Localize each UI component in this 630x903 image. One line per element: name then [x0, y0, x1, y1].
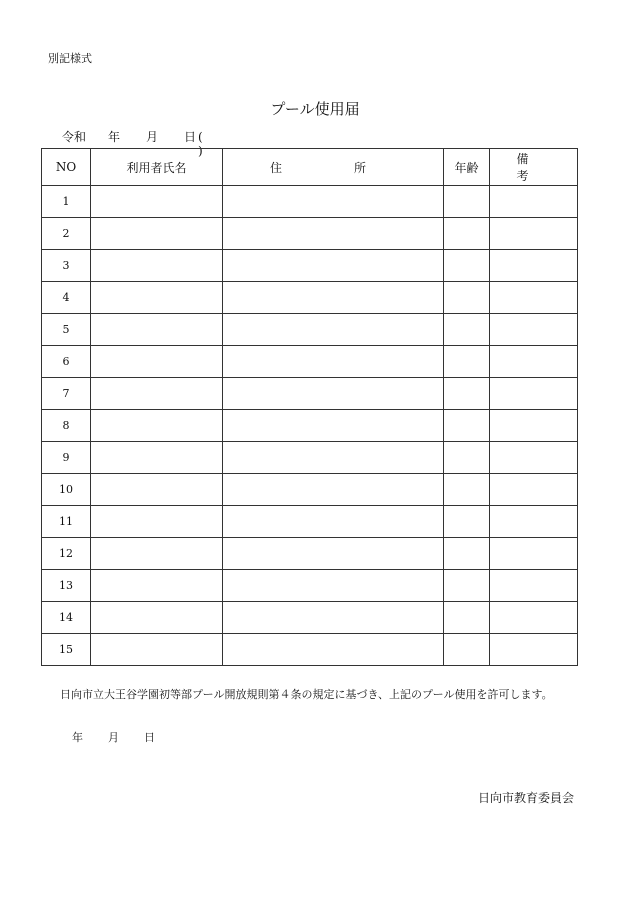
- row-number: 8: [42, 410, 91, 442]
- user-name-cell[interactable]: [91, 314, 223, 346]
- table-body: [42, 186, 578, 666]
- date-weekday-blank: ( ): [198, 130, 209, 158]
- permission-statement: 日向市立大王谷学園初等部プール開放規則第４条の規定に基づき、上記のプール使用を許可します。: [60, 688, 553, 701]
- table-row: [42, 314, 578, 346]
- table-row: [42, 186, 578, 218]
- address-cell[interactable]: [223, 282, 444, 314]
- row-number: 12: [42, 538, 91, 570]
- table-header-row: [42, 149, 578, 186]
- user-name-cell[interactable]: [91, 282, 223, 314]
- row-number: 9: [42, 442, 91, 474]
- address-cell[interactable]: [223, 602, 444, 634]
- row-number: 13: [42, 570, 91, 602]
- date-day-label: 日: [184, 130, 197, 144]
- age-cell[interactable]: [444, 570, 490, 602]
- user-name-cell[interactable]: [91, 570, 223, 602]
- user-name-cell[interactable]: [91, 410, 223, 442]
- page-title: プール使用届: [270, 100, 360, 118]
- address-cell[interactable]: [223, 474, 444, 506]
- address-cell[interactable]: [223, 346, 444, 378]
- table-row: [42, 442, 578, 474]
- row-number: 15: [42, 634, 91, 666]
- remarks-cell[interactable]: [490, 186, 578, 218]
- date-era: 令和: [62, 130, 87, 144]
- address-cell[interactable]: [223, 634, 444, 666]
- header-age: 年齢: [444, 149, 490, 186]
- address-cell[interactable]: [223, 186, 444, 218]
- age-cell[interactable]: [444, 602, 490, 634]
- row-number: 7: [42, 378, 91, 410]
- row-number: 10: [42, 474, 91, 506]
- table-row: [42, 634, 578, 666]
- remarks-cell[interactable]: [490, 346, 578, 378]
- age-cell[interactable]: [444, 506, 490, 538]
- table-row: [42, 282, 578, 314]
- usage-table: [41, 148, 585, 666]
- header-address: 住 所: [223, 149, 444, 186]
- user-name-cell[interactable]: [91, 346, 223, 378]
- row-number: 2: [42, 218, 91, 250]
- approval-date-line: [72, 729, 180, 745]
- row-number: 5: [42, 314, 91, 346]
- address-cell[interactable]: [223, 506, 444, 538]
- remarks-cell[interactable]: [490, 410, 578, 442]
- address-cell[interactable]: [223, 442, 444, 474]
- remarks-cell[interactable]: [490, 442, 578, 474]
- remarks-cell[interactable]: [490, 314, 578, 346]
- row-number: 4: [42, 282, 91, 314]
- age-cell[interactable]: [444, 634, 490, 666]
- table-row: [42, 250, 578, 282]
- remarks-cell[interactable]: [490, 506, 578, 538]
- user-name-cell[interactable]: [91, 474, 223, 506]
- age-cell[interactable]: [444, 346, 490, 378]
- user-name-cell[interactable]: [91, 442, 223, 474]
- header-remarks: 備 考: [490, 149, 578, 186]
- table-row: [42, 378, 578, 410]
- address-cell[interactable]: [223, 250, 444, 282]
- age-cell[interactable]: [444, 410, 490, 442]
- address-cell[interactable]: [223, 218, 444, 250]
- date-year-label: 年: [108, 130, 121, 144]
- row-number: 14: [42, 602, 91, 634]
- user-name-cell[interactable]: [91, 218, 223, 250]
- remarks-cell[interactable]: [490, 250, 578, 282]
- form-label: 別記様式: [48, 52, 92, 65]
- table-row: [42, 410, 578, 442]
- age-cell[interactable]: [444, 250, 490, 282]
- address-cell[interactable]: [223, 410, 444, 442]
- table-row: [42, 538, 578, 570]
- user-name-cell[interactable]: [91, 250, 223, 282]
- remarks-cell[interactable]: [490, 538, 578, 570]
- user-name-cell[interactable]: [91, 634, 223, 666]
- remarks-cell[interactable]: [490, 378, 578, 410]
- table-row: [42, 602, 578, 634]
- header-user-name: 利用者氏名: [91, 149, 223, 186]
- date-month-label: 月: [146, 130, 159, 144]
- user-name-cell[interactable]: [91, 602, 223, 634]
- remarks-cell[interactable]: [490, 474, 578, 506]
- remarks-cell[interactable]: [490, 602, 578, 634]
- age-cell[interactable]: [444, 474, 490, 506]
- approval-day-label: 日: [144, 731, 155, 744]
- issuer-name: 日向市教育委員会: [478, 791, 575, 805]
- user-name-cell[interactable]: [91, 538, 223, 570]
- table-row: [42, 474, 578, 506]
- age-cell[interactable]: [444, 282, 490, 314]
- table-row: [42, 218, 578, 250]
- table-row: [42, 506, 578, 538]
- row-number: 6: [42, 346, 91, 378]
- remarks-cell[interactable]: [490, 570, 578, 602]
- address-cell[interactable]: [223, 378, 444, 410]
- age-cell[interactable]: [444, 378, 490, 410]
- row-number: 1: [42, 186, 91, 218]
- approval-month-label: 月: [108, 731, 119, 744]
- header-no: NO: [42, 149, 91, 186]
- age-cell[interactable]: [444, 186, 490, 218]
- address-cell[interactable]: [223, 570, 444, 602]
- user-name-cell[interactable]: [91, 186, 223, 218]
- table-row: [42, 570, 578, 602]
- remarks-cell[interactable]: [490, 634, 578, 666]
- user-name-cell[interactable]: [91, 506, 223, 538]
- user-name-cell[interactable]: [91, 378, 223, 410]
- address-cell[interactable]: [223, 538, 444, 570]
- row-number: 11: [42, 506, 91, 538]
- remarks-cell[interactable]: [490, 218, 578, 250]
- age-cell[interactable]: [444, 218, 490, 250]
- age-cell[interactable]: [444, 442, 490, 474]
- age-cell[interactable]: [444, 314, 490, 346]
- age-cell[interactable]: [444, 538, 490, 570]
- remarks-cell[interactable]: [490, 282, 578, 314]
- row-number: 3: [42, 250, 91, 282]
- table-row: [42, 346, 578, 378]
- approval-year-label: 年: [72, 731, 83, 744]
- address-cell[interactable]: [223, 314, 444, 346]
